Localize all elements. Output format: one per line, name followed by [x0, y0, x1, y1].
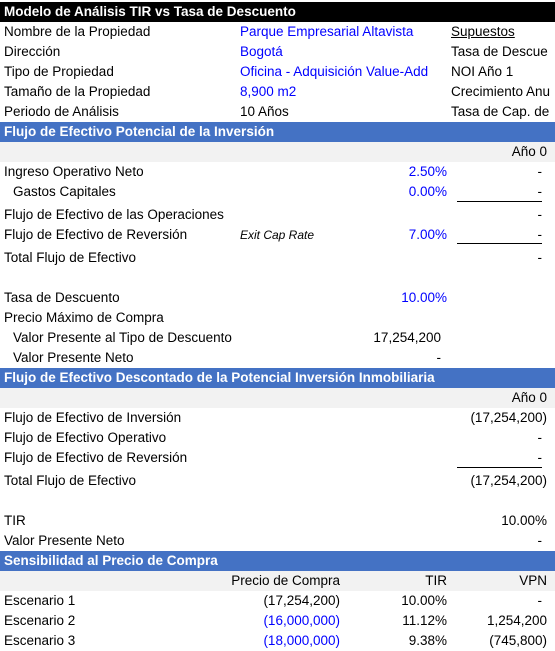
vpn-header[interactable]: VPN: [519, 573, 547, 588]
tir-label[interactable]: TIR: [4, 513, 26, 528]
total-cf-label[interactable]: Total Flujo de Efectivo: [4, 250, 137, 265]
npv-row: [0, 348, 555, 368]
capex-value[interactable]: -: [537, 184, 542, 199]
property-row: [0, 22, 555, 42]
operations-cf-value[interactable]: -: [537, 207, 542, 222]
scenario-tir[interactable]: 9.38%: [408, 633, 447, 648]
property-value[interactable]: Oficina - Adquisición Value-Add: [240, 64, 429, 79]
max-price-label[interactable]: Precio Máximo de Compra: [4, 310, 164, 325]
noi-label[interactable]: Ingreso Operativo Neto: [4, 164, 144, 179]
scenario-row: [0, 631, 555, 651]
sheet-title[interactable]: Modelo de Análisis TIR vs Tasa de Descuento: [4, 4, 296, 19]
noi-growth-rate[interactable]: 2.50%: [408, 164, 447, 179]
section-header-sensitivity: [0, 551, 555, 571]
reversion-cf-row: [0, 225, 555, 245]
operations-cf-label[interactable]: Flujo de Efectivo de las Operaciones: [4, 207, 224, 222]
assumptions-heading[interactable]: Supuestos: [451, 24, 515, 39]
reversion-cf-label[interactable]: Flujo de Efectivo de Reversión: [4, 450, 188, 465]
npv-value[interactable]: -: [436, 350, 441, 365]
tir-row: [0, 511, 555, 531]
exit-cap-rate-value[interactable]: 7.00%: [408, 227, 447, 242]
section-title[interactable]: Flujo de Efectivo Potencial de la Inversión: [4, 124, 275, 139]
reversion-cf-row: [0, 448, 555, 468]
present-value-row: [0, 328, 555, 348]
operating-cf-label[interactable]: Flujo de Efectivo Operativo: [4, 430, 167, 445]
capex-label[interactable]: Gastos Capitales: [13, 184, 116, 199]
total-cf-label[interactable]: Total Flujo de Efectivo: [4, 473, 137, 488]
section-header-dcf: [0, 368, 555, 388]
section-header-cash-flow: [0, 122, 555, 142]
property-value[interactable]: Bogotá: [240, 44, 283, 59]
discount-rate-value[interactable]: 10.00%: [401, 290, 447, 305]
npv-label[interactable]: Valor Presente Neto: [13, 350, 134, 365]
assumption-label[interactable]: Tasa de Descue: [451, 44, 548, 59]
noi-row: [0, 162, 555, 182]
investment-cf-value[interactable]: (17,254,200): [470, 410, 547, 425]
property-value[interactable]: 10 Años: [240, 104, 289, 119]
section-title[interactable]: Sensibilidad al Precio de Compra: [4, 553, 218, 568]
total-cf-row: [0, 248, 555, 268]
total-cf-row: [0, 471, 555, 491]
noi-value[interactable]: -: [537, 164, 542, 179]
scenario-price[interactable]: (16,000,000): [263, 613, 340, 628]
investment-cf-label[interactable]: Flujo de Efectivo de Inversión: [4, 410, 182, 425]
investment-cf-row: [0, 408, 555, 428]
scenario-row: [0, 591, 555, 611]
section-title[interactable]: Flujo de Efectivo Descontado de la Potencial Inversión Inmobiliaria: [4, 370, 435, 385]
property-row: [0, 82, 555, 102]
total-cf-value[interactable]: (17,254,200): [470, 473, 547, 488]
scenario-name[interactable]: Escenario 3: [4, 633, 76, 648]
reversion-cf-value[interactable]: -: [537, 450, 542, 465]
property-row: [0, 42, 555, 62]
scenario-vpn[interactable]: 1,254,200: [486, 613, 547, 628]
tir-value[interactable]: 10.00%: [501, 513, 547, 528]
scenario-price[interactable]: (18,000,000): [263, 633, 340, 648]
assumption-label[interactable]: NOI Año 1: [451, 64, 514, 79]
property-value[interactable]: Parque Empresarial Altavista: [240, 24, 414, 39]
scenario-name[interactable]: Escenario 2: [4, 613, 76, 628]
property-row: [0, 102, 555, 122]
property-label[interactable]: Tipo de Propiedad: [4, 64, 114, 79]
purchase-price-header[interactable]: Precio de Compra: [231, 573, 340, 588]
operating-cf-row: [0, 428, 555, 448]
present-value-label[interactable]: Valor Presente al Tipo de Descuento: [13, 330, 232, 345]
scenario-vpn[interactable]: -: [537, 593, 542, 608]
discount-rate-row: [0, 288, 555, 308]
reversion-cf-label[interactable]: Flujo de Efectivo de Reversión: [4, 227, 188, 242]
present-value-value[interactable]: 17,254,200: [373, 330, 441, 345]
scenario-tir[interactable]: 11.12%: [402, 613, 447, 628]
assumption-label[interactable]: Tasa de Cap. de: [451, 104, 550, 119]
npv-label[interactable]: Valor Presente Neto: [4, 533, 125, 548]
exit-cap-rate-label[interactable]: Exit Cap Rate: [240, 228, 315, 242]
scenario-name[interactable]: Escenario 1: [4, 593, 76, 608]
year-0-header[interactable]: Año 0: [511, 144, 547, 159]
subtotal-line: [457, 243, 542, 244]
subtotal-line: [457, 467, 542, 468]
property-label[interactable]: Nombre de la Propiedad: [4, 24, 151, 39]
reversion-cf-value[interactable]: -: [537, 227, 542, 242]
column-header-row: [0, 142, 555, 162]
capex-rate[interactable]: 0.00%: [408, 184, 447, 199]
scenario-price[interactable]: (17,254,200): [263, 593, 340, 608]
total-cf-value[interactable]: -: [537, 250, 542, 265]
scenario-row: [0, 611, 555, 631]
year-0-header[interactable]: Año 0: [511, 390, 547, 405]
operating-cf-value[interactable]: -: [537, 430, 542, 445]
discount-rate-label[interactable]: Tasa de Descuento: [4, 290, 120, 305]
scenario-tir[interactable]: 10.00%: [401, 593, 447, 608]
sensitivity-header-row: [0, 571, 555, 591]
npv-value[interactable]: -: [537, 533, 542, 548]
max-price-row: [0, 308, 555, 328]
column-header-row: [0, 388, 555, 408]
property-label[interactable]: Periodo de Análisis: [4, 104, 119, 119]
scenario-vpn[interactable]: (745,800): [489, 633, 547, 648]
property-label[interactable]: Tamaño de la Propiedad: [4, 84, 151, 99]
operations-cf-row: [0, 205, 555, 225]
subtotal-line: [457, 201, 542, 202]
property-row: [0, 62, 555, 82]
title-bar: [0, 2, 555, 22]
tir-header[interactable]: TIR: [425, 573, 447, 588]
capex-row: [0, 182, 555, 202]
assumption-label[interactable]: Crecimiento Anu: [451, 84, 551, 99]
npv-row: [0, 531, 555, 551]
property-value[interactable]: 8,900 m2: [240, 84, 297, 99]
property-label[interactable]: Dirección: [4, 44, 61, 59]
